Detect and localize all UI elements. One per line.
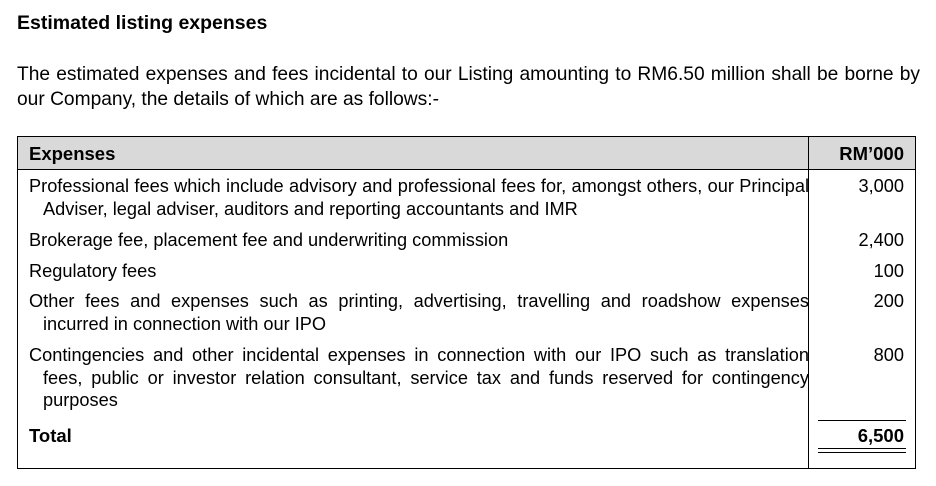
total-amount: 6,500 (857, 425, 904, 446)
total-double-rule-upper (818, 448, 906, 449)
total-rule-top (818, 420, 906, 421)
header-expenses: Expenses (29, 143, 116, 164)
row-description: Contingencies and other incidental expenses in connection with our IPO such as translation fees, public or investor relation consultant, service tax and funds reserved for contingency purposes (29, 345, 809, 410)
row-amount: 2,400 (858, 230, 904, 250)
section-heading: Estimated listing expenses (17, 12, 268, 34)
intro-paragraph: The estimated expenses and fees incidental to our Listing amounting to RM6.50 million shall be borne by our Company, the details of which are as follows:- (17, 64, 920, 110)
header-amount: RM’000 (839, 143, 904, 164)
expenses-table (17, 136, 916, 469)
row-amount: 100 (873, 261, 904, 281)
table-header-row (18, 137, 915, 170)
row-amount: 3,000 (858, 176, 904, 196)
row-amount: 800 (873, 345, 904, 365)
total-double-rule-lower (818, 452, 906, 453)
row-description: Professional fees which include advisory and professional fees for, amongst others, our Principal Adviser, legal adviser, auditors and reporting accountants and IMR (29, 176, 809, 219)
row-description: Other fees and expenses such as printing, advertising, travelling and roadshow expenses incurred in connection with our IPO (29, 291, 809, 334)
row-amount: 200 (873, 291, 904, 311)
row-description: Regulatory fees (29, 261, 157, 281)
total-label: Total (29, 425, 72, 446)
row-description: Brokerage fee, placement fee and underwriting commission (29, 230, 509, 250)
